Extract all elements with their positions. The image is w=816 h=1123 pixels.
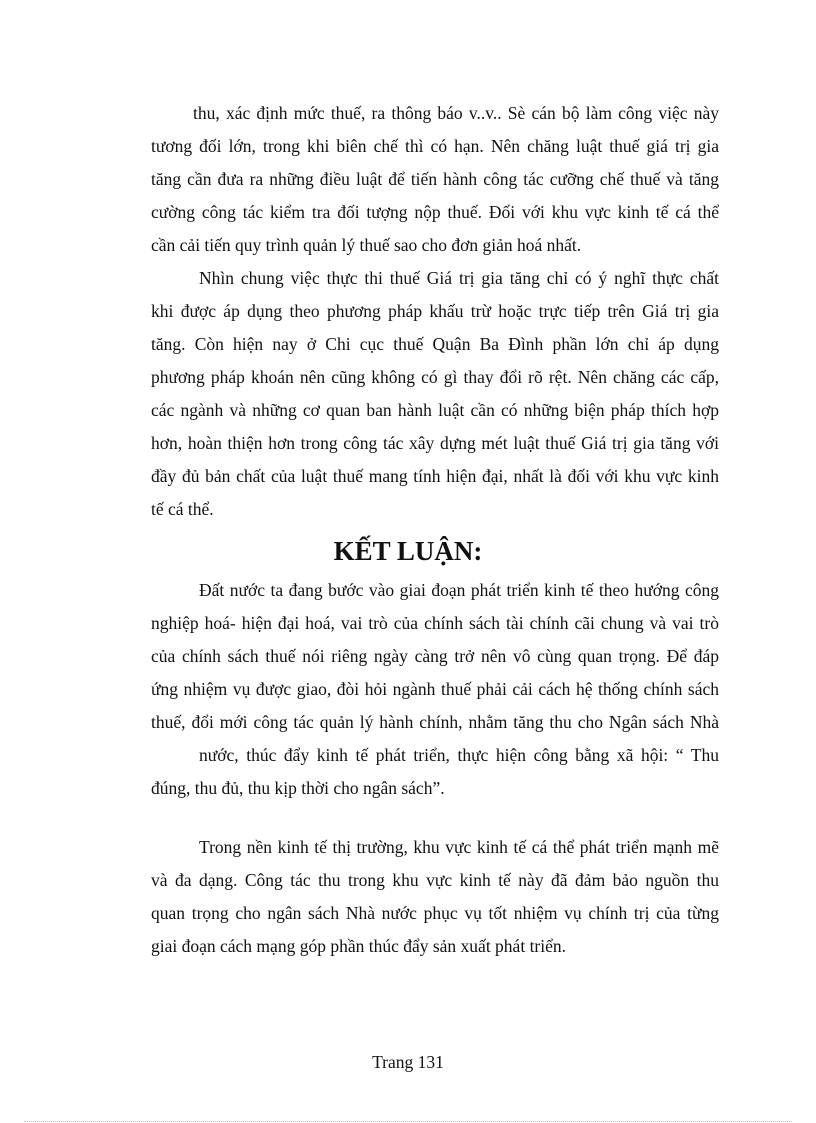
paragraph-1-line-5: cần cải tiến quy trình quản lý thuế sao cho đơn giản hoá nhất. bbox=[151, 235, 582, 255]
paragraph-4-line-4: giai đoạn cách mạng góp phần thúc đẩy sản xuất phát triển. bbox=[151, 936, 567, 956]
paragraph-3-line-4: ứng nhiệm vụ được giao, đòi hỏi ngành thuế phải cải cách hệ thống chính sách bbox=[151, 679, 719, 699]
paragraph-1-line-1: thu, xác định mức thuế, ra thông báo v..v.. Sè cán bộ làm công việc này bbox=[193, 103, 719, 123]
paragraph-1-line-4: cường công tác kiểm tra đối tượng nộp thuế. Đối với khu vực kinh tế cá thể bbox=[151, 202, 719, 222]
paragraph-2-line-8: tế cá thể. bbox=[151, 499, 214, 519]
paragraph-2-line-2: khi được áp dụng theo phương pháp khấu trừ hoặc trực tiếp trên Giá trị gia bbox=[151, 301, 719, 321]
paragraph-1-line-2: tương đối lớn, trong khi biên chế thì có hạn. Nên chăng luật thuế giá trị gia bbox=[151, 136, 719, 156]
paragraph-4-line-1: Trong nền kinh tế thị trường, khu vực kinh tế cá thể phát triển mạnh mẽ bbox=[199, 837, 719, 857]
paragraph-1-line-3: tăng cần đưa ra những điều luật để tiến hành công tác cưỡng chế thuế và tăng bbox=[151, 169, 719, 189]
paragraph-2-line-1: Nhìn chung việc thực thi thuế Giá trị gia tăng chỉ có ý nghĩ thực chất bbox=[199, 268, 719, 288]
paragraph-2-line-6: hơn, hoàn thiện hơn trong công tác xây dựng mét luật thuế Giá trị gia tăng với bbox=[151, 433, 719, 453]
conclusion-heading: KẾT LUẬN: bbox=[333, 536, 483, 566]
paragraph-3-line-3: của chính sách thuế nói riêng ngày càng trở nên vô cùng quan trọng. Để đáp bbox=[151, 646, 719, 666]
paragraph-2-line-3: tăng. Còn hiện nay ở Chi cục thuế Quận Ba Đình phần lớn chỉ áp dụng bbox=[151, 334, 719, 354]
paragraph-2-line-5: các ngành và những cơ quan ban hành luật cần có những biện pháp thích hợp bbox=[151, 400, 719, 420]
page-number: Trang 131 bbox=[372, 1052, 444, 1072]
paragraph-2-line-7: đầy đủ bản chất của luật thuế mang tính hiện đại, nhất là đối với khu vực kinh bbox=[151, 466, 719, 486]
paragraph-3-line-6: nước, thúc đẩy kinh tế phát triển, thực hiện công bằng xã hội: “ Thu bbox=[199, 745, 719, 765]
paragraph-4-line-2: và đa dạng. Công tác thu trong khu vực kinh tế này đã đảm bảo nguồn thu bbox=[151, 870, 719, 890]
paragraph-4-line-3: quan trọng cho ngân sách Nhà nước phục vụ tốt nhiệm vụ chính trị của từng bbox=[151, 903, 719, 923]
paragraph-3-line-1: Đất nước ta đang bước vào giai đoạn phát triển kinh tế theo hướng công bbox=[199, 580, 719, 600]
paragraph-3-line-2: nghiệp hoá- hiện đại hoá, vai trò của chính sách tài chính cãi chung và vai trò bbox=[151, 613, 719, 633]
paragraph-3-line-5: thuế, đổi mới công tác quản lý hành chính, nhằm tăng thu cho Ngân sách Nhà bbox=[151, 712, 719, 732]
page-bottom-rule bbox=[24, 1121, 792, 1122]
paragraph-2-line-4: phương pháp khoán nên cũng không có gì thay đổi rõ rệt. Nên chăng các cấp, bbox=[151, 367, 719, 387]
paragraph-3-line-7: đúng, thu đủ, thu kịp thời cho ngân sách”. bbox=[151, 778, 445, 798]
